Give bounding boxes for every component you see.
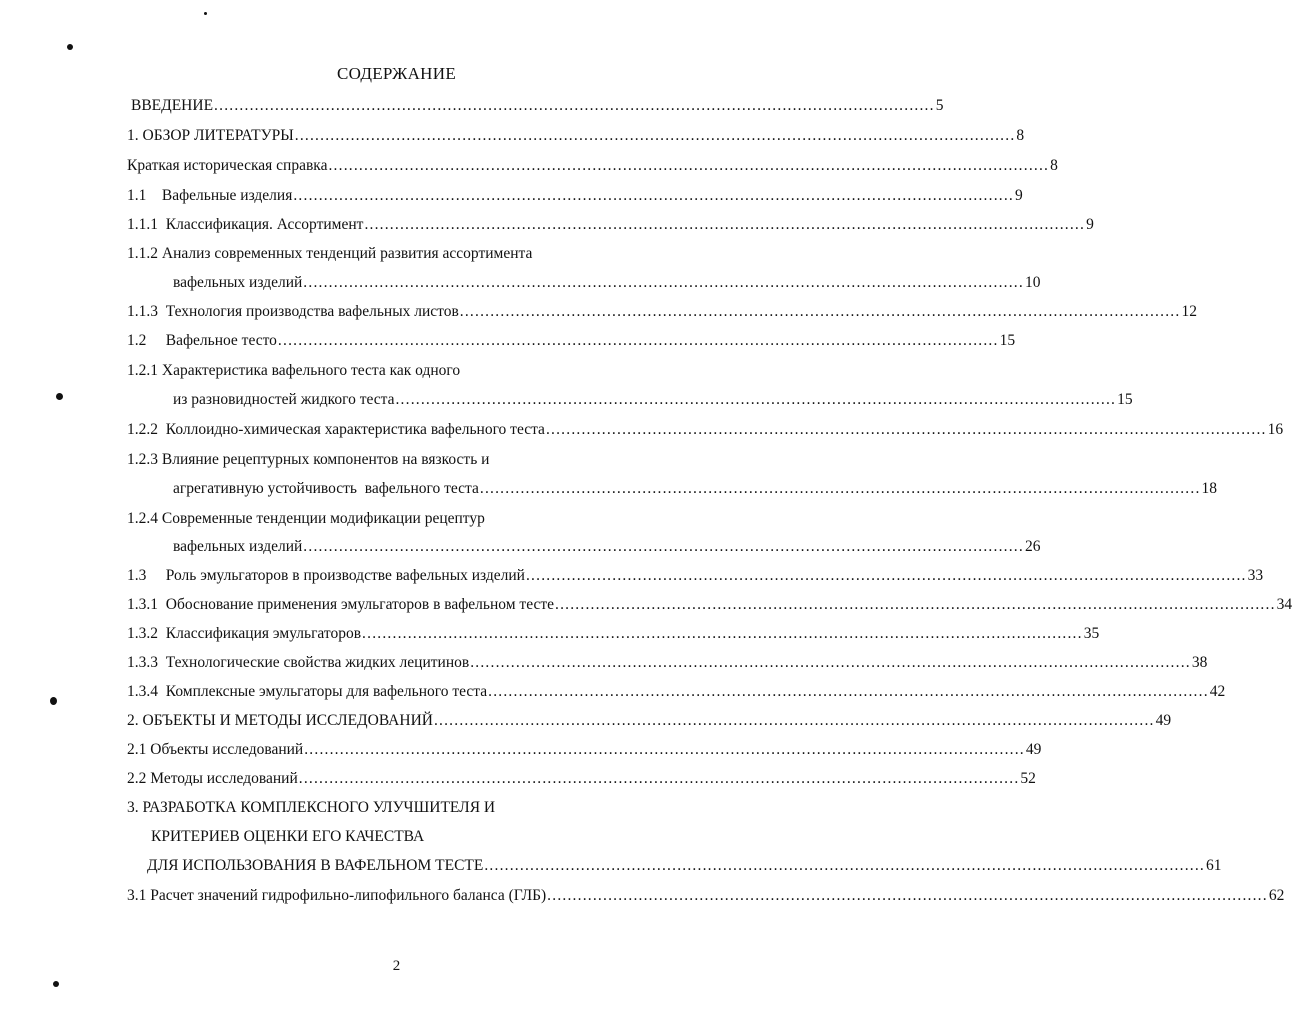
toc-entry (127, 624, 1100, 644)
toc-entry-page: 49 (1025, 741, 1042, 758)
toc-entry-heading: 1.2.3 Влияние рецептурных компонентов на вязкость и (127, 451, 490, 468)
toc-leader: .............................................................................................................................................. (484, 857, 1206, 874)
toc-entry (173, 537, 1041, 557)
toc-entry-page: 35 (1083, 625, 1100, 642)
toc-entry-heading: 1.2.1 Характеристика вафельного теста как одного (127, 362, 461, 379)
toc-entry-text: 2. ОБЪЕКТЫ И МЕТОДЫ ИССЛЕДОВАНИЙ (127, 712, 433, 729)
toc-entry-text: 1.3.3 Технологические свойства жидких лецитинов (127, 654, 470, 671)
toc-leader: .............................................................................................................................................. (555, 596, 1276, 613)
toc-entry (127, 740, 1042, 760)
toc-entry-page: 10 (1024, 274, 1041, 291)
toc-entry-page: 26 (1024, 538, 1041, 555)
toc-entry-page: 12 (1181, 303, 1197, 320)
toc-entry-page: 49 (1155, 712, 1172, 729)
toc-entry-page: 33 (1247, 567, 1264, 584)
scan-speck (50, 697, 57, 705)
toc-entry-page: 8 (1050, 157, 1058, 174)
toc-entry (127, 711, 1172, 731)
toc-leader: .............................................................................................................................................. (545, 421, 1267, 438)
toc-entry-page: 61 (1206, 857, 1222, 874)
toc-entry (127, 126, 1025, 146)
toc-entry-text: 1.2 Вафельное тесто (127, 332, 277, 349)
page-title: СОДЕРЖАНИЕ (336, 64, 457, 83)
toc-leader: .............................................................................................................................................. (303, 274, 1024, 291)
toc-entry (127, 156, 1058, 176)
toc-entry-page: 15 (999, 332, 1016, 349)
toc-entry-text: 1.1.1 Классификация. Ассортимент (127, 216, 364, 233)
toc-entry-text: 2.1 Объекты исследований (127, 741, 304, 758)
toc-entry (173, 273, 1041, 293)
toc-entry-heading: 1.2.4 Современные тенденции модификации рецептур (127, 510, 485, 527)
toc-leader: .............................................................................................................................................. (479, 480, 1201, 497)
toc-entry-page: 18 (1201, 480, 1218, 497)
toc-leader: .............................................................................................................................................. (328, 157, 1050, 174)
toc-entry-text: агрегативную устойчивость вафельного теста (173, 480, 479, 497)
toc-entry-page: 15 (1117, 391, 1133, 408)
toc-entry (147, 856, 1222, 876)
toc-entry (127, 302, 1197, 322)
page-number: 2 (392, 958, 401, 974)
toc-entry (173, 479, 1218, 499)
toc-leader: .............................................................................................................................................. (364, 216, 1086, 233)
toc-leader: .............................................................................................................................................. (547, 887, 1268, 904)
toc-entry-text: ДЛЯ ИСПОЛЬЗОВАНИЯ В ВАФЕЛЬНОМ ТЕСТЕ (147, 857, 484, 874)
toc-entry-page: 16 (1267, 421, 1284, 438)
toc-entry-page: 8 (1016, 127, 1025, 144)
toc-entry-text: ВВЕДЕНИЕ (131, 97, 214, 114)
toc-leader: .............................................................................................................................................. (303, 538, 1024, 555)
toc-entry (173, 390, 1133, 410)
toc-entry (127, 186, 1023, 206)
scan-speck (204, 12, 207, 15)
toc-entry-text: Краткая историческая справка (127, 157, 328, 174)
toc-leader: .............................................................................................................................................. (214, 97, 935, 114)
toc-entry (127, 682, 1226, 702)
scan-speck (56, 393, 63, 400)
toc-entry-text: из разновидностей жидкого теста (173, 391, 395, 408)
toc-entry-text: 3.1 Расчет значений гидрофильно-липофильного баланса (ГЛБ) (127, 887, 547, 904)
toc-entry-heading: КРИТЕРИЕВ ОЦЕНКИ ЕГО КАЧЕСТВА (151, 828, 425, 845)
toc-entry-text: 1.3.1 Обоснование применения эмульгаторов в вафельном тесте (127, 596, 554, 613)
toc-leader: .............................................................................................................................................. (304, 741, 1025, 758)
toc-entry-page: 9 (1086, 216, 1094, 233)
toc-entry-text: 1.3.2 Классификация эмульгаторов (127, 625, 362, 642)
toc-entry-text: 1.2.2 Коллоидно-химическая характеристика вафельного теста (127, 421, 545, 438)
toc-entry (127, 595, 1292, 615)
toc-entry-page: 34 (1276, 596, 1292, 613)
toc-entry-heading: 3. РАЗРАБОТКА КОМПЛЕКСНОГО УЛУЧШИТЕЛЯ И (127, 799, 496, 816)
toc-entry (127, 769, 1036, 789)
toc-leader: .............................................................................................................................................. (293, 187, 1015, 204)
toc-entry-text: 1. ОБЗОР ЛИТЕРАТУРЫ (127, 127, 294, 144)
toc-entry-page: 5 (935, 97, 944, 114)
toc-entry-text: 1.1.3 Технология производства вафельных листов (127, 303, 459, 320)
scan-speck (67, 44, 73, 50)
toc-entry-text: вафельных изделий (173, 538, 303, 555)
toc-leader: .............................................................................................................................................. (525, 567, 1247, 584)
toc-entry-text: 1.3 Роль эмульгаторов в производстве вафельных изделий (127, 567, 525, 584)
toc-entry (131, 96, 944, 116)
toc-entry-page: 38 (1191, 654, 1208, 671)
toc-entry-heading: 1.1.2 Анализ современных тенденций развития ассортимента (127, 245, 533, 262)
toc-entry (127, 886, 1285, 906)
scan-speck (53, 981, 59, 987)
toc-entry (127, 653, 1208, 673)
toc-leader: .............................................................................................................................................. (298, 770, 1020, 787)
toc-entry (127, 420, 1284, 440)
toc-entry-text: 1.3.4 Комплексные эмульгаторы для вафельного теста (127, 683, 488, 700)
toc-leader: .............................................................................................................................................. (294, 127, 1016, 144)
toc-leader: .............................................................................................................................................. (433, 712, 1155, 729)
toc-entry (127, 566, 1264, 586)
toc-entry-page: 62 (1268, 887, 1285, 904)
toc-entry (127, 215, 1094, 235)
toc-leader: .............................................................................................................................................. (488, 683, 1209, 700)
toc-leader: .............................................................................................................................................. (362, 625, 1083, 642)
toc-entry-text: 2.2 Методы исследований (127, 770, 298, 787)
toc-entry-page: 52 (1020, 770, 1036, 787)
toc-leader: .............................................................................................................................................. (395, 391, 1117, 408)
toc-entry-page: 42 (1209, 683, 1226, 700)
toc-entry-page: 9 (1015, 187, 1023, 204)
toc-leader: .............................................................................................................................................. (459, 303, 1181, 320)
toc-leader: .............................................................................................................................................. (277, 332, 999, 349)
toc-leader: .............................................................................................................................................. (470, 654, 1191, 671)
toc-entry (127, 331, 1016, 351)
toc-entry-text: 1.1 Вафельные изделия (127, 187, 293, 204)
toc-entry-text: вафельных изделий (173, 274, 303, 291)
